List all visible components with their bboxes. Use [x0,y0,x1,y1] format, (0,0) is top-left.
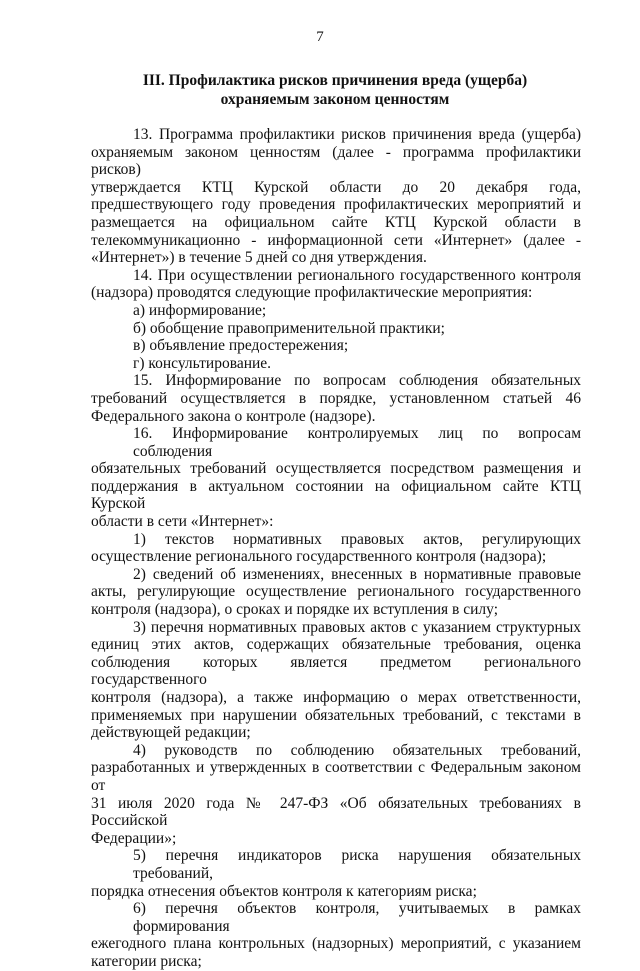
text-line: 6) перечня объектов контроля, учитываемых в рамках формирования [133,900,581,935]
section-heading [90,71,580,109]
text-line: ежегодного плана контрольных (надзорных) мероприятий, с указанием [91,935,581,953]
text-line: 16. Информирование контролируемых лиц по вопросам соблюдения [133,425,581,460]
text-line: 5) перечня индикаторов риска нарушения обязательных требований, [133,847,581,882]
text-line: действующей редакции; [91,724,251,742]
text-line: б) обобщение правоприменительной практики; [133,319,445,337]
text-line: поддержания в актуальном состоянии на официальном сайте КТЦ Курской [91,477,581,513]
text-line: 3) перечня нормативных правовых актов с указанием структурных [133,618,581,636]
heading-line: охраняемым законом ценностям [220,91,450,108]
text-line: размещается на официальном сайте КТЦ Курской области в [91,213,581,231]
text-line: телекоммуникационно - информационной сети «Интернет» (далее - [91,231,581,249]
text-line: утверждается КТЦ Курской области до 20 декабря года, [91,178,581,196]
document-body [91,126,581,971]
text-line: Федерации»; [91,829,177,847]
text-line: категории риска; [91,952,202,970]
text-line: требований осуществляется в порядке, установленном статьей 46 [91,389,581,407]
text-line: в) объявление предостережения; [133,337,349,355]
text-line: г) консультирование. [133,354,272,372]
text-line: (надзора) проводятся следующие профилактические мероприятия: [91,284,533,302]
text-line: 14. При осуществлении регионального государственного контроля [133,266,581,284]
text-line: «Интернет») в течение 5 дней со дня утверждения. [91,249,427,267]
text-line: Федерального закона о контроле (надзоре). [91,407,376,425]
text-line: единиц этих актов, содержащих обязательные требования, оценка [91,636,581,654]
text-line: применяемых при нарушении обязательных требований, с текстами в [91,706,581,724]
text-line: 1) текстов нормативных правовых актов, регулирующих [133,530,581,548]
text-line: 2) сведений об изменениях, внесенных в нормативные правовые [133,565,581,583]
text-line: акты, регулирующие осуществление регионального государственного [91,583,581,601]
text-line: а) информирование; [133,301,267,319]
text-line: обязательных требований осуществляется посредством размещения и [91,460,581,478]
page-number: 7 [316,29,324,45]
text-line: области в сети «Интернет»: [91,513,274,531]
text-line: порядка отнесения объектов контроля к категориям риска; [91,882,477,900]
text-line: соблюдения которых является предметом регионального государственного [91,653,581,689]
text-line: 15. Информирование по вопросам соблюдения обязательных [133,372,581,390]
text-line: 31 июля 2020 года № 247-ФЗ «Об обязательных требованиях в Российской [91,794,581,830]
text-line: контроля (надзора), а также информацию о мерах ответственности, [91,689,581,706]
text-line: контроля (надзора), о сроках и порядке их вступления в силу; [91,601,499,619]
text-line: разработанных и утвержденных в соответствии с Федеральным законом от [91,759,581,794]
text-line: осуществление регионального государственного контроля (надзора); [91,548,547,566]
text-line: предшествующего году проведения профилактических мероприятий и [91,196,581,214]
heading-line: III. Профилактика рисков причинения вреда (ущерба) [142,72,528,89]
text-line: 13. Программа профилактики рисков причинения вреда (ущерба) [133,126,581,143]
text-line: охраняемым законом ценностям (далее - программа профилактики рисков) [91,143,581,179]
text-line: 4) руководств по соблюдению обязательных требований, [133,741,581,759]
